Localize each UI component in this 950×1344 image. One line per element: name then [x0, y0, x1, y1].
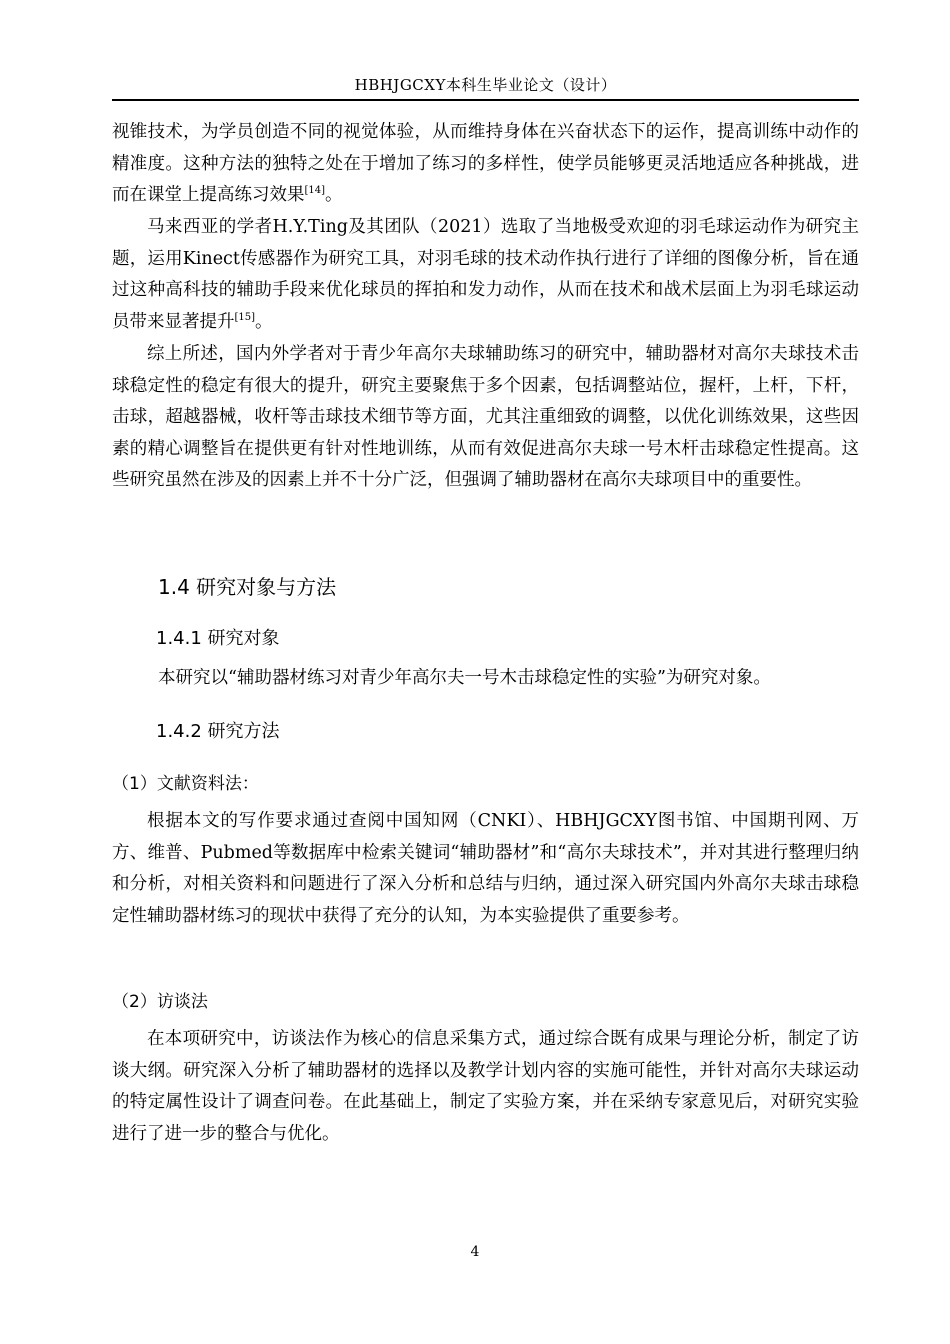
paragraph-2-end: 。: [255, 311, 273, 332]
paragraph-3: 综上所述，国内外学者对于青少年高尔夫球辅助练习的研究中，辅助器材对高尔夫球技术击球稳定性的稳定有很大的提升，研究主要聚焦于多个因素，包括调整站位，握杆，上杆，下杆，击球，超越器械，收杆等击球技术细节等方面，尤其注重细致的调整，以优化训练效果，这些因素的精心调整旨在提供更有针对性地训练，从而有效促进高尔夫球一号木杆击球稳定性提高。这些研究虽然在涉及的因素上并不十分广泛，但强调了辅助器材在高尔夫球项目中的重要性。: [112, 344, 859, 490]
page-number: 4: [470, 1244, 480, 1260]
paragraph-1-end: 。: [325, 185, 343, 205]
paragraph-1: [112, 117, 859, 212]
header-rule: [112, 99, 859, 101]
paragraph-1-text: 视锥技术，为学员创造不同的视觉体验，从而维持身体在兴奋状态下的运作，提高训练中动作的精准度。这种方法的独特之处在于增加了练习的多样性，使学员能够更灵活地适应各种挑战，进而在课堂上提高练习效果: [112, 122, 859, 205]
method-2-paragraph: 在本项研究中，访谈法作为核心的信息采集方式，通过综合既有成果与理论分析，制定了访谈大纲。研究深入分析了辅助器材的选择以及教学计划内容的实施可能性，并针对高尔夫球运动的特定属性设计了调查问卷。在此基础上，制定了实验方案，并在采纳专家意见后，对研究实验进行了进一步的整合与优化。: [112, 1029, 859, 1144]
method-1-paragraph: 根据本文的写作要求通过查阅中国知网（CNKI）、HBHJGCXY图书馆、中国期刊网、万方、维普、Pubmed等数据库中检索关键词“辅助器材”和“高尔夫球技术”，并对其进行整理归纳和分析，对相关资料和问题进行了深入分析和总结与归纳，通过深入研究国内外高尔夫球击球稳定性辅助器材练习的现状中获得了充分的认知，为本实验提供了重要参考。: [112, 811, 859, 926]
citation-14: [14]: [304, 185, 326, 197]
section-heading-1-4: 1.4 研究对象与方法: [158, 575, 337, 599]
research-object-text: 本研究以“辅助器材练习对青少年高尔夫一号木击球稳定性的实验”为研究对象。: [158, 668, 771, 688]
paragraph-2: [112, 212, 859, 338]
running-header: HBHJGCXY本科生毕业论文（设计）: [354, 76, 617, 94]
citation-15: [15]: [234, 311, 256, 323]
paragraph-2-text: 马来西亚的学者H.Y.Ting及其团队（2021）选取了当地极受欢迎的羽毛球运动作为研究主题，运用Kinect传感器作为研究工具，对羽毛球的技术动作执行进行了详细的图像分析，旨在通过这种高科技的辅助手段来优化球员的挥拍和发力动作，从而在技术和战术层面上为羽毛球运动员带来显著提升: [112, 217, 859, 332]
subsection-heading-1-4-1: 1.4.1 研究对象: [156, 628, 280, 649]
method-1-heading: （1）文献资料法：: [112, 774, 259, 794]
subsection-heading-1-4-2: 1.4.2 研究方法: [156, 721, 280, 742]
method-2-heading: （2）访谈法: [112, 992, 208, 1012]
